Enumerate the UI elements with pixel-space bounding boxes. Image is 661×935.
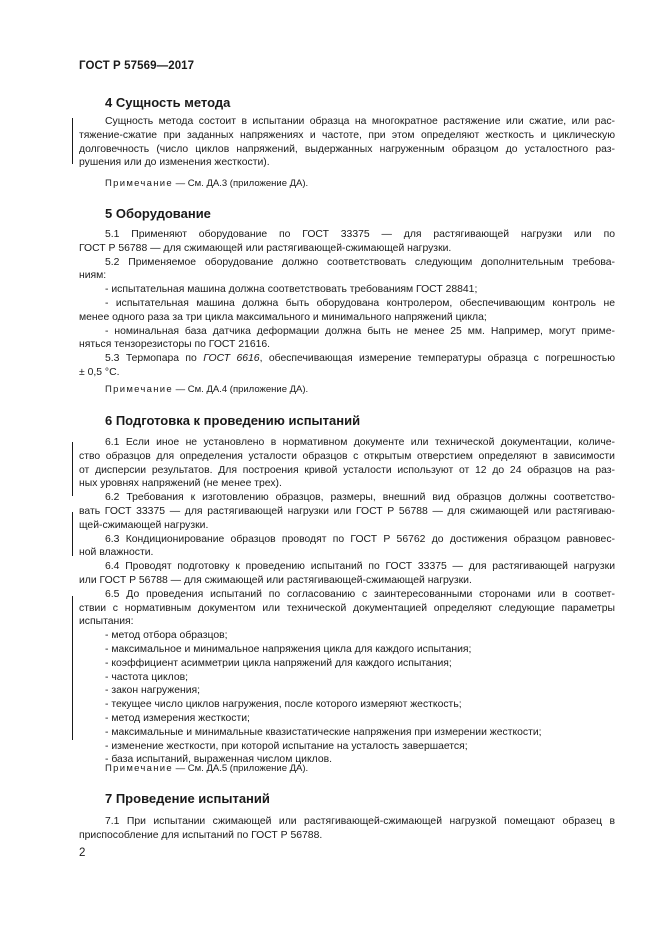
text-line: долговечность (число циклов напряжений, выдержанных нагруженным образцом до усталостного раз- <box>79 143 615 155</box>
text-line: тяжение-сжатие при заданных напряжениях и частоте, при этом определяют жесткость и циклическую <box>79 129 615 141</box>
thermocouple-text: , обеспечивающая измерение температуры образца с погрешностью <box>259 353 616 365</box>
section-5-note <box>79 383 641 397</box>
text-line: 5.1 Применяют оборудование по ГОСТ 33375 — для растягивающей нагрузки или по <box>105 229 615 240</box>
list-item: - номинальная база датчика деформации должна быть не менее 25 мм. Например, могут приме- <box>105 325 615 337</box>
text-line: ной влажности. <box>79 547 154 559</box>
text-line: 6.2 Требования к изготовлению образцов, размеры, внешний вид образцов должны соответство- <box>105 492 615 504</box>
text-line: 6.4 Проводят подготовку к проведению испытаний по ГОСТ 33375 — для растягивающей нагрузки <box>105 561 615 573</box>
section-4-note <box>79 177 641 191</box>
text-line: вать ГОСТ 33375 — для растягивающей нагрузки или ГОСТ Р 56788 — для сжимающей или растягиваю- <box>79 505 615 517</box>
change-bar <box>72 442 73 496</box>
section-6-heading: 6 Подготовка к проведению испытаний <box>105 413 361 428</box>
list-item: - максимальные и минимальные квазистатические напряжения при измерении жесткости; <box>105 726 542 738</box>
text-line: 6.3 Кондиционирование образцов проводят по ГОСТ Р 56762 до достижения образцом равновес- <box>105 533 615 545</box>
standard-header: ГОСТ Р 57569—2017 <box>79 60 195 72</box>
gost-6616-reference: ГОСТ 6616 <box>203 353 260 365</box>
note-text: — См. ДА.3 (приложение ДА). <box>173 178 309 189</box>
change-bar <box>72 512 73 556</box>
text-line: ствии с нормативным документом или технической документацией определяют следующие параметры <box>79 602 615 614</box>
section-6-body <box>79 436 615 767</box>
change-bar <box>72 596 73 740</box>
text-line: рушения или до изменения жесткости). <box>79 157 270 169</box>
section-5-heading: 5 Оборудование <box>105 206 211 221</box>
note-label: Примечание <box>105 763 173 774</box>
text-line: Сущность метода состоит в испытании образца на многократное растяжение или сжатие, или рас- <box>105 116 615 127</box>
thermocouple-text: 5.3 Термопара по <box>105 353 204 365</box>
text-line: ство образцов для определения усталости образцов с открытым отверстием определяют в зависимости <box>79 450 615 462</box>
section-7-body <box>79 815 615 843</box>
text-line: ± 0,5 °С. <box>79 366 120 378</box>
list-item: - закон нагружения; <box>105 685 201 697</box>
page-number: 2 <box>79 847 86 859</box>
note-text: — См. ДА.4 (приложение ДА). <box>173 384 309 395</box>
text-line: менее одного раза за три цикла максимального и минимального напряжений цикла; <box>79 311 487 323</box>
text-line: 7.1 При испытании сжимающей или растягивающей-сжимающей нагрузкой помещают образец в <box>105 816 615 827</box>
text-line: ГОСТ Р 56788 — для сжимающей или растягивающей-сжимающей нагрузки. <box>79 242 452 254</box>
text-line: от дисперсии результатов. Для построения кривой усталости используют от 12 до 24 образцов на раз- <box>79 464 615 476</box>
text-line: ных уровнях напряжений (не менее трех). <box>79 478 282 490</box>
note-label: Примечание <box>105 384 173 395</box>
list-item: - метод измерения жесткости; <box>105 712 250 724</box>
text-line: няться тензорезисторы по ГОСТ 21616. <box>79 339 271 351</box>
list-item: - текущее число циклов нагружения, после которого измеряют жесткость; <box>105 699 462 711</box>
list-item: - испытательная машина должна быть оборудована контролером, обеспечивающим контроль не <box>105 297 615 309</box>
note-label: Примечание <box>105 178 173 189</box>
text-line: приспособление для испытаний по ГОСТ Р 56788. <box>79 829 323 841</box>
note-text: — См. ДА.5 (приложение ДА). <box>173 763 309 774</box>
section-6-note <box>79 762 641 776</box>
text-line: ниям: <box>79 270 107 282</box>
text-line: 6.5 До проведения испытаний по согласованию с заинтересованными сторонами или в соответ- <box>105 588 615 600</box>
list-item: - испытательная машина должна соответствовать требованиям ГОСТ 28841; <box>105 284 478 296</box>
list-item: - коэффициент асимметрии цикла напряжений для каждого испытания; <box>105 657 452 669</box>
list-item: - база испытаний, выраженная числом циклов. <box>105 754 333 766</box>
text-line <box>79 352 615 366</box>
text-line: или ГОСТ Р 56788 — для сжимающей или растягивающей-сжимающей нагрузки. <box>79 574 472 586</box>
text-line: 5.2 Применяемое оборудование должно соответствовать следующим дополнительным требова- <box>105 256 615 268</box>
list-item: - изменение жесткости, при которой испытание на усталость завершается; <box>105 740 468 752</box>
section-4-body <box>79 115 615 170</box>
list-item: - максимальное и минимальное напряжения цикла для каждого испытания; <box>105 643 472 655</box>
text-line: щей-сжимающей нагрузки. <box>79 519 209 531</box>
section-5-body <box>79 228 615 380</box>
text-line: испытания: <box>79 616 134 628</box>
section-4-heading: 4 Сущность метода <box>105 95 231 110</box>
list-item: - частота циклов; <box>105 671 189 683</box>
text-line: 6.1 Если иное не установлено в нормативном документе или технической документации, количе- <box>105 437 615 448</box>
change-bar <box>72 118 73 164</box>
section-7-heading: 7 Проведение испытаний <box>105 791 270 806</box>
list-item: - метод отбора образцов; <box>105 630 228 642</box>
